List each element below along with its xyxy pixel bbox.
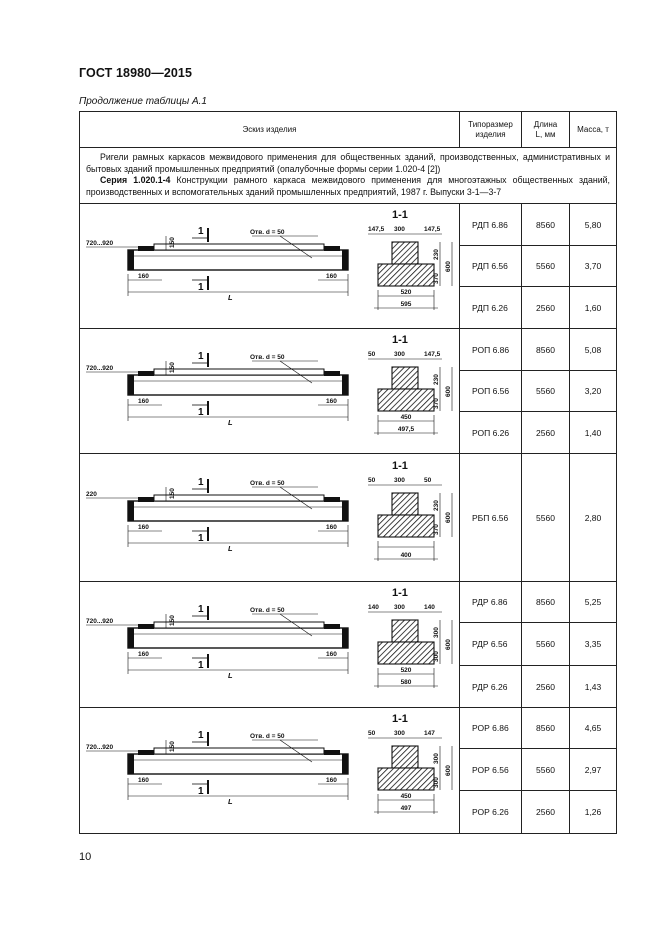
cut-mark-bottom-label: 1 — [198, 786, 204, 797]
height-dimension-label: 150 — [169, 488, 176, 499]
section-right-lower-dim: 300 — [433, 651, 440, 662]
section-right-upper-dim: 300 — [433, 627, 440, 638]
end-dimension-right: 160 — [326, 273, 337, 280]
left-embed-plate — [138, 750, 154, 755]
table-row — [80, 454, 617, 582]
cell-type: РДП 6.56 — [460, 246, 522, 287]
left-end-plate — [128, 250, 134, 270]
section-right-upper-dim: 230 — [433, 249, 440, 260]
cell-type: РДП 6.86 — [460, 204, 522, 246]
sketch-cell — [80, 582, 460, 708]
intro-paragraph-2 — [86, 175, 610, 198]
cell-type: РОП 6.56 — [460, 371, 522, 412]
cut-mark-bottom-label: 1 — [198, 660, 204, 671]
section-top-mid-dim: 300 — [394, 730, 405, 737]
beam-body — [128, 250, 348, 270]
left-end-plate — [128, 628, 134, 648]
beam-top-shelf — [154, 369, 324, 375]
right-embed-plate — [324, 497, 340, 502]
cell-length: 2560 — [522, 412, 570, 454]
cell-type: РДР 6.26 — [460, 666, 522, 708]
cell-type: РДР 6.86 — [460, 582, 522, 623]
end-dimension-right: 160 — [326, 651, 337, 658]
cut-mark-bottom-label: 1 — [198, 282, 204, 293]
sketch-drawing — [86, 460, 452, 561]
hole-label: Отв. d = 50 — [250, 480, 285, 487]
cell-type: РОР 6.26 — [460, 791, 522, 834]
end-dimension-left: 160 — [138, 651, 149, 658]
section-bottom-outer-dim: 595 — [400, 301, 412, 308]
sketch-cell — [80, 204, 460, 329]
left-dimension-label: 720...920 — [86, 744, 114, 751]
header-sketch: Эскиз изделия — [80, 112, 460, 148]
cell-type: РОП 6.86 — [460, 329, 522, 371]
intro-cell — [80, 148, 617, 204]
section-top-left-dim: 140 — [368, 604, 379, 611]
end-dimension-left: 160 — [138, 777, 149, 784]
section-total-height-dim: 600 — [445, 386, 452, 397]
cell-length: 5560 — [522, 246, 570, 287]
section-right-upper-dim: 230 — [433, 500, 440, 511]
section-flange — [378, 389, 434, 411]
table-row — [80, 204, 617, 246]
table-row — [80, 329, 617, 371]
section-top-mid-dim: 300 — [394, 226, 405, 233]
cell-mass: 1,43 — [570, 666, 617, 708]
end-dimension-left: 160 — [138, 398, 149, 405]
sketch-drawing — [86, 713, 452, 814]
section-title: 1-1 — [392, 713, 408, 725]
beam-sketch — [80, 454, 458, 581]
section-title: 1-1 — [392, 587, 408, 599]
left-end-plate — [128, 754, 134, 774]
right-end-plate — [342, 754, 348, 774]
right-end-plate — [342, 501, 348, 521]
section-total-height-dim: 600 — [445, 512, 452, 523]
height-dimension-label: 150 — [169, 615, 176, 626]
right-embed-plate — [324, 371, 340, 376]
table-row — [80, 708, 617, 749]
section-total-height-dim: 600 — [445, 639, 452, 650]
section-top-mid-dim: 300 — [394, 351, 405, 358]
section-top-right-dim: 147 — [424, 730, 435, 737]
cut-mark-top-label: 1 — [198, 226, 204, 237]
cell-mass: 3,70 — [570, 246, 617, 287]
section-right-lower-dim: 370 — [433, 524, 440, 535]
beam-top-shelf — [154, 495, 324, 501]
section-bottom-outer-dim: 400 — [400, 552, 412, 559]
page-number: 10 — [79, 851, 92, 863]
table-row — [80, 582, 617, 623]
cell-mass: 5,08 — [570, 329, 617, 371]
section-top-right-dim: 140 — [424, 604, 435, 611]
cell-mass: 5,25 — [570, 582, 617, 623]
cut-mark-top-label: 1 — [198, 351, 204, 362]
beam-top-shelf — [154, 748, 324, 754]
cell-length: 8560 — [522, 329, 570, 371]
section-web — [392, 493, 418, 515]
sketch-cell — [80, 454, 460, 582]
cell-type: РОР 6.56 — [460, 749, 522, 791]
cut-mark-bottom-label: 1 — [198, 407, 204, 418]
section-bottom-outer-dim: 580 — [400, 679, 412, 686]
header-type: Типоразмер изделия — [460, 112, 522, 148]
section-flange — [378, 642, 434, 664]
beam-body — [128, 501, 348, 521]
height-dimension-label: 150 — [169, 741, 176, 752]
end-dimension-left: 160 — [138, 273, 149, 280]
left-end-plate — [128, 375, 134, 395]
cut-mark-top-label: 1 — [198, 730, 204, 741]
hole-label: Отв. d = 50 — [250, 733, 285, 740]
section-right-lower-dim: 300 — [433, 777, 440, 788]
hole-label: Отв. d = 50 — [250, 607, 285, 614]
section-flange — [378, 264, 434, 286]
right-embed-plate — [324, 246, 340, 251]
length-label: L — [228, 671, 233, 680]
sketch-cell — [80, 329, 460, 454]
right-embed-plate — [324, 624, 340, 629]
table-continuation-caption: Продолжение таблицы А.1 — [79, 96, 207, 107]
cell-type: РДП 6.26 — [460, 287, 522, 329]
cell-type: РДР 6.56 — [460, 623, 522, 666]
length-label: L — [228, 418, 233, 427]
left-embed-plate — [138, 624, 154, 629]
cut-mark-bottom-label: 1 — [198, 533, 204, 544]
beam-body — [128, 628, 348, 648]
intro-series-text: Конструкции рамного каркаса межвидового применения для многоэтажных общественных зданий, производственных и вспомогательных зданий промышленных предприятий, 1987 г. Выпуски 3-1—3-7 — [86, 175, 610, 197]
end-dimension-right: 160 — [326, 398, 337, 405]
height-dimension-label: 150 — [169, 237, 176, 248]
cell-length: 8560 — [522, 582, 570, 623]
product-table — [79, 111, 617, 834]
section-right-lower-dim: 370 — [433, 273, 440, 284]
end-dimension-right: 160 — [326, 777, 337, 784]
section-top-right-dim: 147,5 — [424, 351, 441, 358]
beam-sketch — [80, 708, 458, 833]
length-label: L — [228, 293, 233, 302]
header-length-title: Длина — [533, 119, 558, 129]
sketch-drawing — [86, 209, 452, 310]
section-top-right-dim: 50 — [424, 477, 432, 484]
section-top-right-dim: 147,5 — [424, 226, 441, 233]
cell-type: РОП 6.26 — [460, 412, 522, 454]
hole-label: Отв. d = 50 — [250, 354, 285, 361]
end-dimension-left: 160 — [138, 524, 149, 531]
section-right-lower-dim: 370 — [433, 398, 440, 409]
left-dimension-label: 720...920 — [86, 240, 114, 247]
cell-mass: 2,97 — [570, 749, 617, 791]
cell-length: 2560 — [522, 791, 570, 834]
length-label: L — [228, 544, 233, 553]
left-embed-plate — [138, 371, 154, 376]
cell-type: РБП 6.56 — [460, 454, 522, 582]
section-bottom-inner-dim: 520 — [400, 667, 412, 674]
cell-length: 2560 — [522, 666, 570, 708]
beam-sketch — [80, 582, 458, 707]
beam-top-shelf — [154, 622, 324, 628]
section-web — [392, 746, 418, 768]
left-dimension-label: 720...920 — [86, 618, 114, 625]
section-bottom-inner-dim: 520 — [400, 289, 412, 296]
section-total-height-dim: 600 — [445, 261, 452, 272]
left-embed-plate — [138, 497, 154, 502]
cell-length: 5560 — [522, 371, 570, 412]
section-top-left-dim: 50 — [368, 351, 376, 358]
cell-length: 5560 — [522, 454, 570, 582]
section-top-left-dim: 147,5 — [368, 226, 385, 233]
cell-mass: 5,80 — [570, 204, 617, 246]
section-flange — [378, 515, 434, 537]
section-title: 1-1 — [392, 460, 408, 472]
cut-mark-top-label: 1 — [198, 604, 204, 615]
section-web — [392, 367, 418, 389]
cell-mass: 1,60 — [570, 287, 617, 329]
cell-mass: 1,26 — [570, 791, 617, 834]
left-embed-plate — [138, 246, 154, 251]
beam-sketch — [80, 329, 458, 453]
right-embed-plate — [324, 750, 340, 755]
sketch-drawing — [86, 587, 452, 688]
section-title: 1-1 — [392, 209, 408, 221]
table-header-row — [80, 112, 617, 148]
section-right-upper-dim: 300 — [433, 753, 440, 764]
beam-top-shelf — [154, 244, 324, 250]
beam-body — [128, 754, 348, 774]
header-mass: Масса, т — [570, 112, 617, 148]
cell-mass: 1,40 — [570, 412, 617, 454]
cell-mass: 4,65 — [570, 708, 617, 749]
height-dimension-label: 150 — [169, 362, 176, 373]
section-right-upper-dim: 230 — [433, 374, 440, 385]
section-top-left-dim: 50 — [368, 477, 376, 484]
beam-sketch — [80, 204, 458, 328]
section-bottom-outer-dim: 497 — [400, 805, 412, 812]
cell-length: 5560 — [522, 623, 570, 666]
intro-series: Серия 1.020.1-4 — [100, 175, 171, 185]
intro-paragraph-1: Ригели рамных каркасов межвидового применения для общественных зданий, производственных, административных и бытовых зданий промышленных предприятий (опалубочные формы серии 1.020-4 [2]) — [86, 152, 610, 174]
right-end-plate — [342, 628, 348, 648]
cell-length: 2560 — [522, 287, 570, 329]
section-bottom-inner-dim: 450 — [400, 414, 412, 421]
document-title: ГОСТ 18980—2015 — [79, 66, 193, 80]
cell-length: 8560 — [522, 204, 570, 246]
left-dimension-label: 720...920 — [86, 365, 114, 372]
cut-mark-top-label: 1 — [198, 477, 204, 488]
hole-label: Отв. d = 50 — [250, 229, 285, 236]
cell-mass: 2,80 — [570, 454, 617, 582]
left-end-plate — [128, 501, 134, 521]
cell-length: 8560 — [522, 708, 570, 749]
section-web — [392, 620, 418, 642]
section-bottom-outer-dim: 497,5 — [397, 426, 415, 433]
end-dimension-right: 160 — [326, 524, 337, 531]
section-top-left-dim: 50 — [368, 730, 376, 737]
sketch-cell — [80, 708, 460, 834]
right-end-plate — [342, 375, 348, 395]
section-top-mid-dim: 300 — [394, 604, 405, 611]
cell-length: 5560 — [522, 749, 570, 791]
section-top-mid-dim: 300 — [394, 477, 405, 484]
beam-body — [128, 375, 348, 395]
cell-type: РОР 6.86 — [460, 708, 522, 749]
cell-mass: 3,20 — [570, 371, 617, 412]
sketch-drawing — [86, 334, 452, 435]
section-flange — [378, 768, 434, 790]
header-length — [522, 112, 570, 148]
length-label: L — [228, 797, 233, 806]
section-total-height-dim: 600 — [445, 765, 452, 776]
intro-row — [80, 148, 617, 204]
header-length-unit: L, мм — [535, 129, 556, 139]
cell-mass: 3,35 — [570, 623, 617, 666]
section-bottom-inner-dim: 450 — [400, 793, 412, 800]
section-title: 1-1 — [392, 334, 408, 346]
right-end-plate — [342, 250, 348, 270]
section-web — [392, 242, 418, 264]
left-dimension-label: 220 — [86, 491, 97, 498]
